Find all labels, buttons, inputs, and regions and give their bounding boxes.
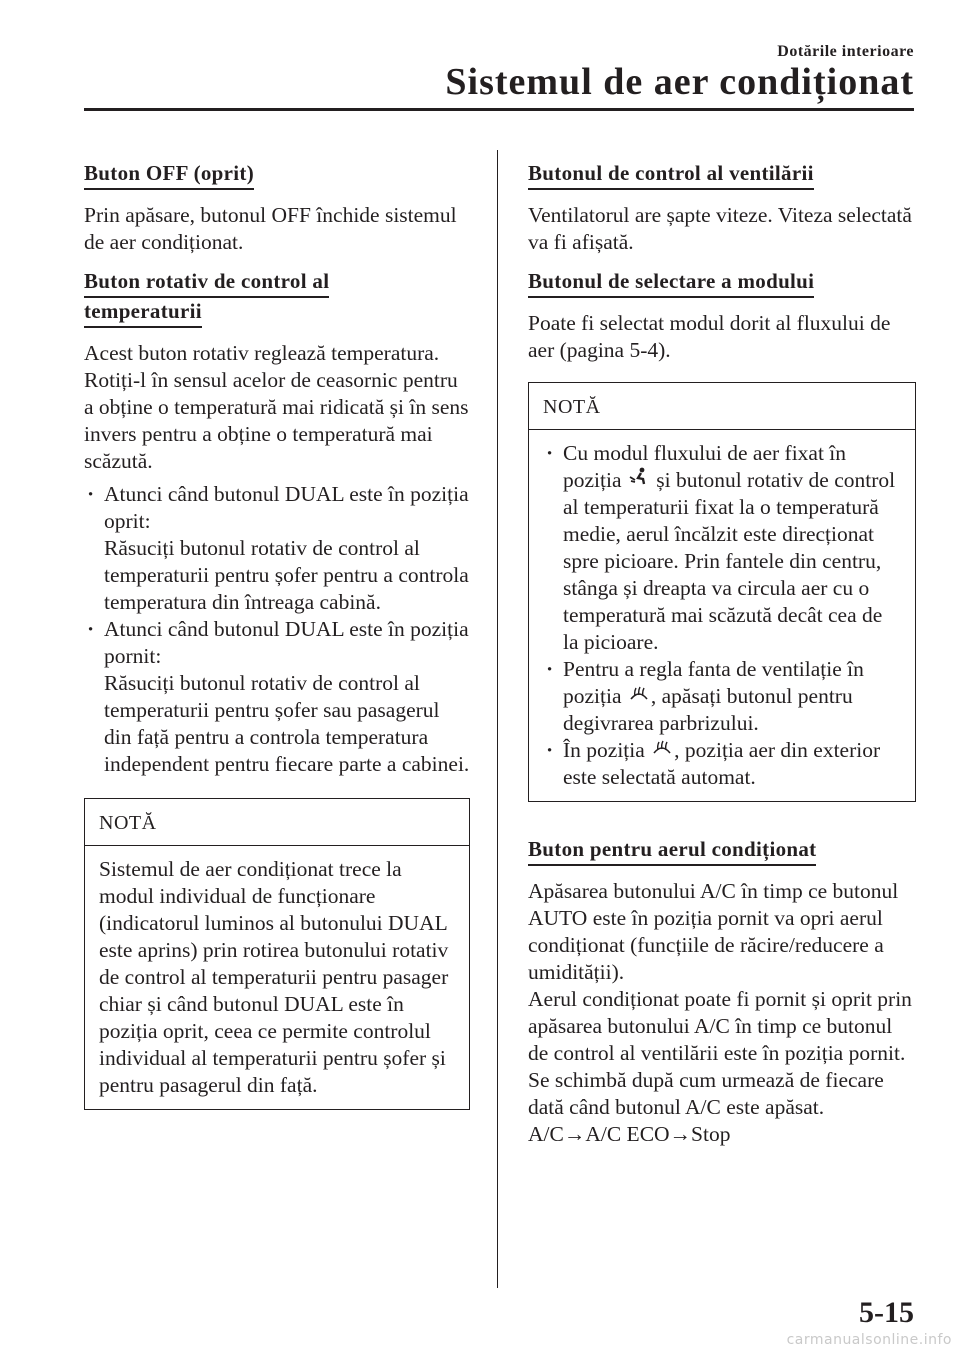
windshield-defrost-icon [652, 737, 672, 764]
bullet-dual-on-condition: Atunci când butonul DUAL este în poziția pornit: [104, 617, 469, 668]
note-bullet-outside-air [543, 737, 901, 791]
mode-select-text: Poate fi selectat modul dorit al fluxului de aer (pagina 5-4). [528, 311, 891, 362]
bullet-dual-on-action: Răsuciți butonul rotativ de control al temperaturii pentru șofer sau pasagerul din față pentru a controla temperatura independent pentru fiecare parte a cabinei. [104, 671, 470, 776]
off-button-text: Prin apăsare, butonul OFF închide sistemul de aer condiționat. [84, 203, 457, 254]
bullet-dual-off [84, 481, 470, 616]
column-divider [497, 150, 498, 1288]
note-title: NOTĂ [85, 799, 469, 846]
ac-sequence: A/C→A/C ECO→Stop [528, 1122, 731, 1146]
ac-button-heading: Buton pentru aerul condiționat [528, 836, 816, 866]
fan-control-text: Ventilatorul are șapte viteze. Viteza selectată va fi afișată. [528, 203, 912, 254]
page-title: Sistemul de aer condiționat [445, 61, 914, 103]
right-column [528, 160, 916, 1148]
ac-text-2: Aerul condiționat poate fi pornit și oprit prin apăsarea butonului A/C în timp ce butonul de control al ventilării este în poziția pornit. [528, 987, 912, 1065]
bullet-dual-on [84, 616, 470, 778]
note-bullet-text: În poziția [563, 738, 645, 762]
temp-knob-text: Acest buton rotativ reglează temperatura. Rotiți-l în sensul acelor de ceasornic pentru a obține o temperatură mai ridicată și în sens invers pentru a obține o temperatură mai scăzută. [84, 341, 469, 473]
note-box-left [84, 798, 470, 1110]
ac-heading-wrap [528, 836, 916, 866]
off-heading-wrap [84, 160, 470, 190]
note-bullet-text: Cu modul fluxului de aer fixat în poziția [563, 441, 847, 492]
windshield-defrost-icon [629, 683, 649, 710]
note-bullet-text: , poziția aer din exterior este selectată automat. [563, 738, 881, 789]
fan-control-heading: Butonul de control al ventilării [528, 160, 814, 190]
note-bullets [543, 440, 901, 791]
note-body [529, 430, 915, 801]
ac-text-3: Se schimbă după cum urmează de fiecare dată când butonul A/C este apăsat. [528, 1068, 884, 1119]
left-column [84, 160, 470, 1110]
mode-select-heading: Butonul de selectare a modului [528, 268, 814, 298]
temp-knob-heading-line2: temperaturii [84, 298, 202, 328]
section-label: Dotările interioare [777, 43, 914, 60]
off-button-heading: Buton OFF (oprit) [84, 160, 254, 190]
note-bullet-text: , apăsați butonul pentru degivrarea parbrizului. [563, 684, 853, 735]
bullet-dual-off-condition: Atunci când butonul DUAL este în poziția oprit: [104, 482, 469, 533]
note-bullet-text: și butonul rotativ de control al temperaturii fixat la o temperatură medie, aerul încălzit este direcționat spre picioare. Prin fantele din centru, stânga și dreapta va circula aer cu o temperatură mai scăzută decât cea de la picioare. [563, 468, 896, 654]
temp-heading-wrap [84, 268, 470, 328]
note-bullet-floor [543, 440, 901, 656]
dual-bullets [84, 481, 470, 778]
page-number: 5-15 [859, 1296, 914, 1329]
watermark: carmanualsonline.info [786, 1332, 952, 1348]
note-body: Sistemul de aer condiționat trece la modul individual de funcționare (indicatorul luminos al butonului DUAL este aprins) prin rotirea butonului rotativ de control al temperaturii pentru pasager chiar și când butonul DUAL este în poziția oprit, ceea ce permite controlul individual al temperaturii pentru șofer și pentru pasagerul din față. [99, 857, 449, 1097]
note-title: NOTĂ [529, 383, 915, 430]
ac-text-1: Apăsarea butonului A/C în timp ce butonul AUTO este în poziția pornit va opri aerul condiționat (funcțiile de răcire/reducere a umidității). [528, 879, 899, 984]
note-box-right [528, 382, 916, 802]
note-bullet-text: Pentru a regla fanta de ventilație în poziția [563, 657, 864, 708]
fan-heading-wrap [528, 160, 916, 190]
mode-heading-wrap [528, 268, 916, 298]
header-rule [84, 108, 914, 111]
temp-knob-heading-line1: Buton rotativ de control al [84, 268, 329, 298]
bullet-dual-off-action: Răsuciți butonul rotativ de control al temperaturii pentru șofer pentru a controla temperatura din întreaga cabină. [104, 536, 469, 614]
note-bullet-defrost [543, 656, 901, 737]
floor-vent-icon [629, 467, 649, 494]
